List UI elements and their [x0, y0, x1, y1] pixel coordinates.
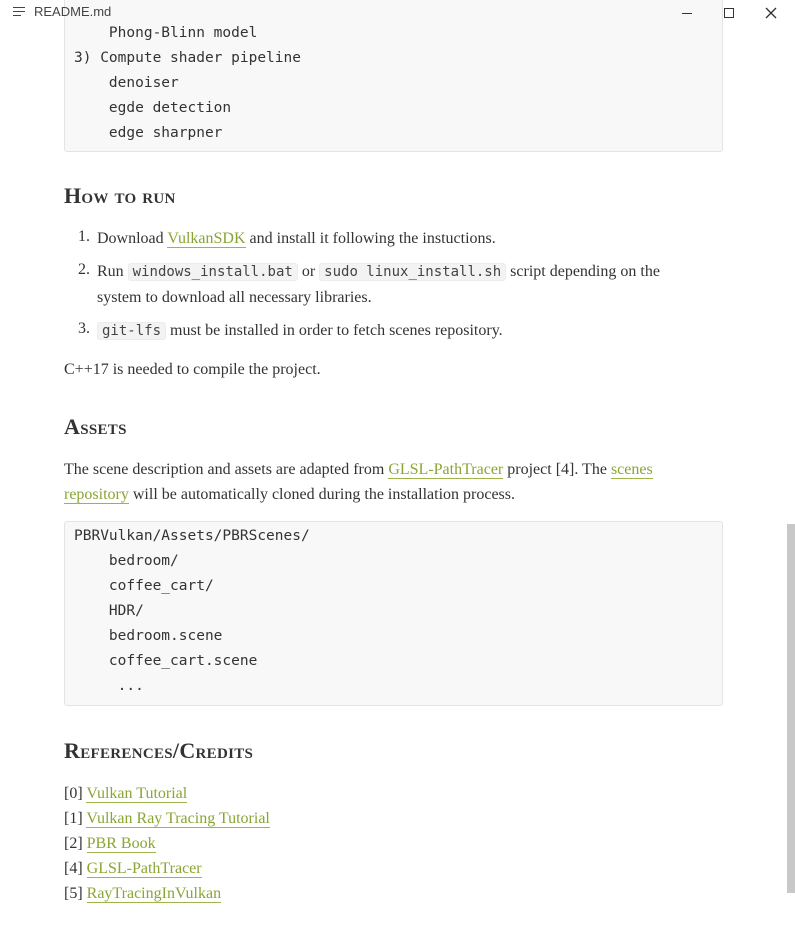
inline-code: windows_install.bat [128, 263, 298, 281]
inline-code: sudo linux_install.sh [319, 263, 506, 281]
vulkan-tutorial-link[interactable]: Vulkan Tutorial [86, 785, 188, 802]
code-line: coffee_cart/ [74, 578, 214, 594]
paragraph-text: project [4]. The [503, 461, 611, 478]
glsl-pathtracer-link[interactable]: GLSL-PathTracer [388, 461, 504, 478]
reference-tag: [0] [64, 785, 83, 802]
list-item-continuation: system to download all necessary libraries. [97, 289, 372, 306]
list-item-text: Run [97, 263, 128, 280]
code-line: bedroom/ [74, 553, 179, 569]
list-number: 2. [78, 261, 90, 278]
reference-item [64, 856, 202, 881]
reference-item [64, 781, 187, 806]
reference-tag: [4] [64, 860, 83, 877]
list-item [97, 259, 660, 285]
close-icon [764, 6, 778, 20]
vertical-scrollbar-thumb[interactable] [787, 524, 795, 893]
code-line: egde detection [74, 100, 232, 116]
minimize-button[interactable] [667, 0, 707, 26]
code-line: 3) Compute shader pipeline [74, 50, 301, 66]
list-item [97, 226, 496, 251]
assets-paragraph-line2 [64, 482, 515, 507]
close-button[interactable] [751, 0, 791, 26]
reference-item [64, 806, 270, 831]
list-number: 1. [78, 228, 90, 245]
code-line: Phong-Blinn model [74, 25, 258, 41]
reference-tag: [5] [64, 885, 83, 902]
paragraph-text: The scene description and assets are adapted from [64, 461, 389, 478]
glsl-pathtracer-ref-link[interactable]: GLSL-PathTracer [86, 860, 202, 877]
list-item-text: script depending on the [506, 263, 660, 280]
code-line: denoiser [74, 75, 179, 91]
window-title: README.md [34, 4, 112, 19]
list-number: 3. [78, 320, 90, 337]
cpp-requirement-note: C++17 is needed to compile the project. [64, 361, 321, 378]
inline-code: git-lfs [97, 322, 166, 340]
scenes-repository-link[interactable]: scenes [610, 461, 653, 478]
code-line: bedroom.scene [74, 628, 223, 644]
title-bar [0, 0, 795, 26]
paragraph-text: will be automatically cloned during the installation process. [128, 486, 515, 503]
list-item-text: Download [97, 230, 168, 247]
reference-item [64, 831, 156, 856]
code-line: HDR/ [74, 603, 144, 619]
code-line: PBRVulkan/Assets/PBRScenes/ [74, 528, 310, 544]
list-item-text: must be installed in order to fetch scenes repository. [166, 322, 503, 339]
assets-heading: Assets [64, 414, 127, 439]
reference-item [64, 881, 221, 906]
scenes-repository-link[interactable]: repository [64, 486, 129, 503]
maximize-icon [722, 6, 736, 20]
vulkan-ray-tracing-tutorial-link[interactable]: Vulkan Ray Tracing Tutorial [86, 810, 270, 827]
code-line: coffee_cart.scene [74, 653, 258, 669]
maximize-button[interactable] [709, 0, 749, 26]
list-item-text: or [297, 263, 320, 280]
how-to-run-heading: How to run [64, 183, 176, 208]
list-item [97, 318, 503, 344]
vulkansdk-link[interactable]: VulkanSDK [167, 230, 246, 247]
minimize-icon [680, 6, 694, 20]
reference-tag: [2] [64, 835, 83, 852]
assets-tree-code-block [64, 521, 723, 706]
assets-paragraph [64, 457, 653, 482]
code-line: ... [74, 678, 144, 694]
references-heading: References/Credits [64, 738, 254, 763]
list-item-text: and install it following the instuctions. [245, 230, 496, 247]
code-line: edge sharpner [74, 125, 223, 141]
reference-tag: [1] [64, 810, 83, 827]
raytracinginvulkan-link[interactable]: RayTracingInVulkan [86, 885, 222, 902]
pbr-book-link[interactable]: PBR Book [86, 835, 156, 852]
hamburger-icon[interactable] [13, 6, 27, 18]
